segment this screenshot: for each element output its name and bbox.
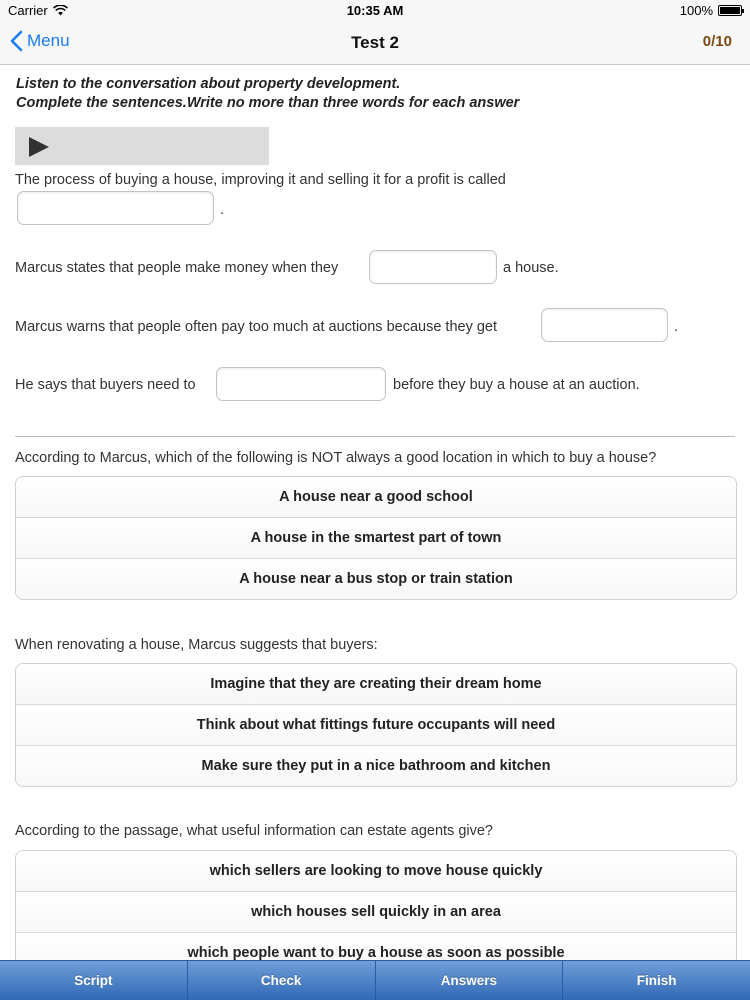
mc-question-1-prompt: According to Marcus, which of the following is NOT always a good location in which to buy a house? (15, 450, 657, 466)
mc-2-option-1[interactable]: Imagine that they are creating their dream home (16, 664, 736, 704)
mc-question-2-prompt: When renovating a house, Marcus suggests that buyers: (15, 637, 378, 653)
gap-question-4-text: He says that buyers need to (15, 377, 196, 393)
gap-question-3-after: . (674, 319, 679, 335)
mc-3-option-1[interactable]: which sellers are looking to move house quickly (16, 851, 736, 891)
mc-3-option-3[interactable]: which people want to buy a house as soon as possible (16, 932, 736, 960)
audio-player[interactable] (15, 127, 269, 165)
gap-answer-2-input[interactable] (369, 250, 497, 284)
instructions-line-2: Complete the sentences.Write no more than three words for each answer (16, 95, 520, 111)
gap-question-1-text: The process of buying a house, improving it and selling it for a profit is called (15, 172, 506, 188)
mc-1-option-3[interactable]: A house near a bus stop or train station (16, 558, 736, 599)
battery-percent: 100% (679, 3, 713, 18)
back-button-label: Menu (27, 31, 70, 50)
mc-question-3-prompt: According to the passage, what useful information can estate agents give? (15, 823, 493, 839)
carrier-label: Carrier (8, 3, 48, 18)
status-bar (0, 0, 750, 22)
mc-question-3-options (15, 850, 737, 960)
finish-button[interactable]: Finish (562, 961, 750, 1000)
gap-question-3-text: Marcus warns that people often pay too much at auctions because they get (15, 319, 498, 335)
mc-question-1-options (15, 476, 737, 600)
mc-2-option-3[interactable]: Make sure they put in a nice bathroom and kitchen (16, 745, 736, 786)
score-badge: 0/10 (702, 33, 732, 50)
script-button[interactable]: Script (74, 973, 113, 988)
gap-question-4-after: before they buy a house at an auction. (393, 377, 640, 393)
mc-3-option-2[interactable]: which houses sell quickly in an area (16, 891, 736, 932)
play-icon[interactable] (29, 137, 49, 157)
nav-bar (0, 22, 750, 65)
mc-2-option-2[interactable]: Think about what fittings future occupants will need (16, 704, 736, 745)
bottom-toolbar (0, 960, 750, 1000)
gap-answer-4-input[interactable] (216, 367, 386, 401)
status-right (680, 3, 742, 18)
instructions-line-1: Listen to the conversation about property development. (16, 76, 401, 92)
gap-question-1-after: . (220, 202, 225, 218)
answers-button[interactable]: Answers (375, 961, 563, 1000)
gap-question-2-after: a house. (503, 260, 559, 276)
mc-question-2-options (15, 663, 737, 787)
gap-question-2-text: Marcus states that people make money when they (15, 260, 339, 276)
check-button[interactable]: Check (187, 961, 375, 1000)
instructions (16, 75, 519, 113)
section-divider (15, 436, 735, 437)
page-title: Test 2 (351, 33, 399, 52)
gap-answer-1-input[interactable] (17, 191, 214, 225)
mc-1-option-1[interactable]: A house near a good school (16, 477, 736, 517)
gap-answer-3-input[interactable] (541, 308, 668, 342)
test-content[interactable] (0, 65, 750, 960)
mc-1-option-2[interactable]: A house in the smartest part of town (16, 517, 736, 558)
battery-icon (718, 5, 742, 16)
status-time: 10:35 AM (346, 3, 404, 18)
